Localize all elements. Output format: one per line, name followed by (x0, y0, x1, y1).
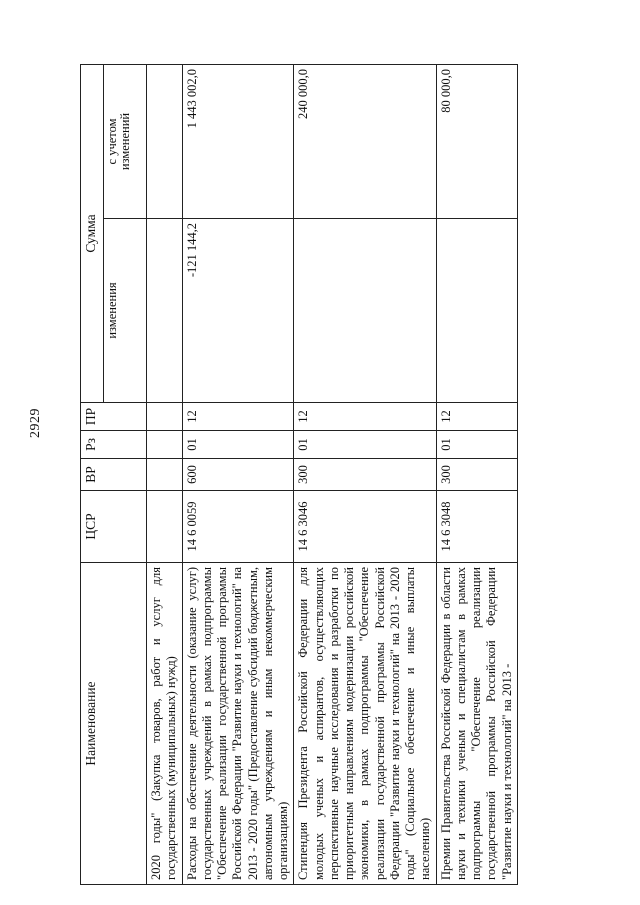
row-name: 2020 годы" (Закупка товаров, работ и услуг для государственных (муниципальных) нужд) (147, 563, 183, 885)
row-total: 80 000,0 (436, 64, 517, 218)
row-pr: 12 (182, 403, 294, 431)
header-with-changes-line2: изменений (118, 112, 133, 171)
page-number: 2929 (28, 408, 43, 438)
row-vr (147, 459, 183, 491)
row-total: 240 000,0 (294, 64, 436, 218)
header-pr: ПР (81, 403, 147, 431)
row-vr: 300 (436, 459, 517, 491)
row-changes (294, 219, 436, 403)
header-changes: изменения (104, 219, 147, 403)
row-rz (147, 431, 183, 459)
header-name: Наименование (81, 563, 147, 885)
header-with-changes-line1: с учетом (105, 118, 119, 165)
row-name: Стипендия Президента Российской Федерации для молодых ученых и аспирантов, осуществляющих перспективные научные исследования и разработки по приоритетным направлениям модернизации российской экономики, в рамках подпрограммы "Обеспечение реализации государственной программы Российской Федерации "Развитие науки и технологий" на 2013 - 2020 годы" (Социальное обеспечение и иные выплаты населению) (294, 563, 436, 885)
row-rz: 01 (436, 431, 517, 459)
rotated-page-content (80, 65, 620, 885)
row-total: 1 443 002,0 (182, 64, 294, 218)
row-csr: 14 6 3048 (436, 491, 517, 563)
row-csr: 14 6 3046 (294, 491, 436, 563)
row-pr: 12 (436, 403, 517, 431)
row-name: Расходы на обеспечение деятельности (оказание услуг) государственных учреждений в рамках подпрограммы "Обеспечение реализации государственной программы Российской Федерации "Развитие науки и технологий" на 2013 - 2020 годы" (Предоставление субсидий бюджетным, автономным учреждениям и иным некоммерческим организациям) (182, 563, 294, 885)
row-changes (436, 219, 517, 403)
header-rz: Рз (81, 431, 147, 459)
budget-table (80, 64, 518, 885)
row-rz: 01 (294, 431, 436, 459)
table-row (182, 64, 294, 884)
table-row (436, 64, 517, 884)
row-name: Премии Правительства Российской Федерации в области науки и техники ученым и специалистам в рамках подпрограммы "Обеспечение реализации государственной программы Российской Федерации "Развитие науки и технологий" на 2013 - (436, 563, 517, 885)
table-row (294, 64, 436, 884)
row-changes: -121 144,2 (182, 219, 294, 403)
header-with-changes (104, 64, 147, 218)
row-rz: 01 (182, 431, 294, 459)
header-csr: ЦСР (81, 491, 147, 563)
header-vr: ВР (81, 459, 147, 491)
row-pr: 12 (294, 403, 436, 431)
header-row (81, 64, 104, 884)
header-sum: Сумма (81, 64, 104, 402)
row-changes (147, 219, 183, 403)
row-csr (147, 491, 183, 563)
table-row (147, 64, 183, 884)
row-vr: 300 (294, 459, 436, 491)
row-pr (147, 403, 183, 431)
row-csr: 14 6 0059 (182, 491, 294, 563)
row-total (147, 64, 183, 218)
row-vr: 600 (182, 459, 294, 491)
